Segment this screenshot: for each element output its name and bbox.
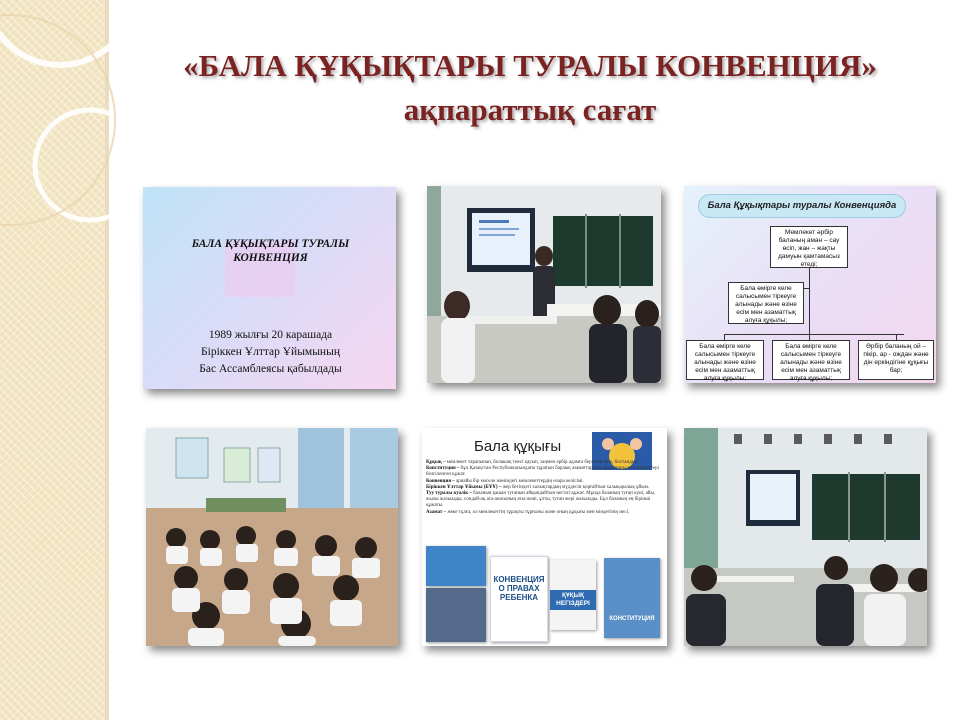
term-definition: жер бетіндегі халықтардың мүддесін қорғайтын халықаралық ұйым. xyxy=(502,484,649,490)
page-subtitle: ақпараттық сағат xyxy=(403,92,657,127)
classroom-photo-students-reading xyxy=(146,428,398,646)
term-definition: мемлекет тарапынан, болашақ тиесі қауып, заңмен әрбір адамға берілген ерік, бостандық xyxy=(446,460,638,465)
book-title: ҚҰҚЫҚ НЕГІЗДЕРІ xyxy=(550,590,596,610)
term-label: Туу туралы куәлік – xyxy=(426,491,472,497)
adoption-line-3: Бас Ассамблеясы қабылдады xyxy=(199,363,342,375)
term-label: Азамат – xyxy=(426,509,447,515)
constitution-book-cover xyxy=(604,558,660,638)
slide-adoption-text xyxy=(163,327,378,378)
diagram-banner: Бала Құқықтары туралы Конвенцияда xyxy=(698,194,906,218)
term-definition: баланың қашан туғанын айқындайтын негізгі құжат. Мұнда баланың туған күні, айы, жылы жазылады, сондай-ақ ата-анасының аты-жөні, ұлты, туған жері жазылады. Бұл баланың ең бірінші құжаты. xyxy=(426,491,656,509)
diagram-box-middle: Бала өмірге келе салысымен тіркеуге алынады және өзіне есім мен азаматтық алуға құқылы; xyxy=(728,282,804,324)
classroom-photo-teacher xyxy=(427,186,661,383)
term-label: Құқық – xyxy=(426,460,446,465)
term-definition: бұл Қазақстан Республикасындағы тұратын барлық азаматтардың құқықтары мен міндеттері белгіленген құжат. xyxy=(426,466,660,478)
term-label: Біріккен Ұлттар Ұйымы (БҰҰ) – xyxy=(426,484,502,490)
diagram-box-left: Бала өмірге келе салысымен тіркеуге алынады және өзіне есім мен азаматтық алуға құқылы; xyxy=(686,340,764,380)
blue-booklet-picture xyxy=(426,546,486,586)
slide-title: Бала құқығы xyxy=(474,438,562,455)
term-label: Конвенция – xyxy=(426,478,455,484)
adoption-line-2: Біріккен Ұлттар Ұйымының xyxy=(201,346,340,358)
connector-line xyxy=(724,334,904,335)
term-definition: жеке тұлға, ол мемлекеттің тұрақты тұрғыны және оның құқығы мен міндетінің иесі. xyxy=(447,509,630,515)
slide-convention-diagram xyxy=(684,186,936,383)
assembly-hall-picture xyxy=(426,588,486,642)
slide-convention-title xyxy=(143,187,396,389)
connector-line xyxy=(809,288,810,334)
book-title: КОНВЕНЦИЯ О ПРАВАХ РЕБЕНКА xyxy=(493,575,545,602)
slide-child-rights-terms xyxy=(422,428,667,646)
law-basics-book-cover xyxy=(550,560,596,630)
students-illustration xyxy=(146,428,398,646)
classroom-illustration xyxy=(427,186,661,383)
page-title: «БАЛА ҚҰҚЫҚТАРЫ ТУРАЛЫ КОНВЕНЦИЯ» xyxy=(183,48,877,83)
diagram-box-top: Мемлекет әрбір баланың аман – сау өсіп, жан – жақты дамуын қамтамасыз етеді; xyxy=(770,226,848,268)
classroom-photo-students xyxy=(684,428,927,646)
terms-text xyxy=(426,460,664,516)
diagram-box-center: Бала өмірге келе салысымен тіркеуге алынады және өзіне есім мен азаматтық алуға құқылы; xyxy=(772,340,850,380)
connector-line xyxy=(809,268,810,288)
convention-book-cover xyxy=(490,556,548,642)
diagram-box-right: Әрбір баланың ой – пікір, ар - ождан және дін еркіндігіне құқығы бар; xyxy=(858,340,934,380)
classroom-illustration xyxy=(684,428,927,646)
book-title: КОНСТИТУЦИЯ xyxy=(609,616,655,622)
term-label: Конституция – xyxy=(426,466,460,472)
adoption-line-1: 1989 жылғы 20 карашада xyxy=(208,329,333,341)
slide-heading: БАЛА ҚҰҚЫҚТАРЫ ТУРАЛЫ КОНВЕНЦИЯ xyxy=(191,238,350,264)
term-definition: арнайы бір мәселе жөніндегі мемлекеттердің өзара келісімі. xyxy=(456,478,584,484)
